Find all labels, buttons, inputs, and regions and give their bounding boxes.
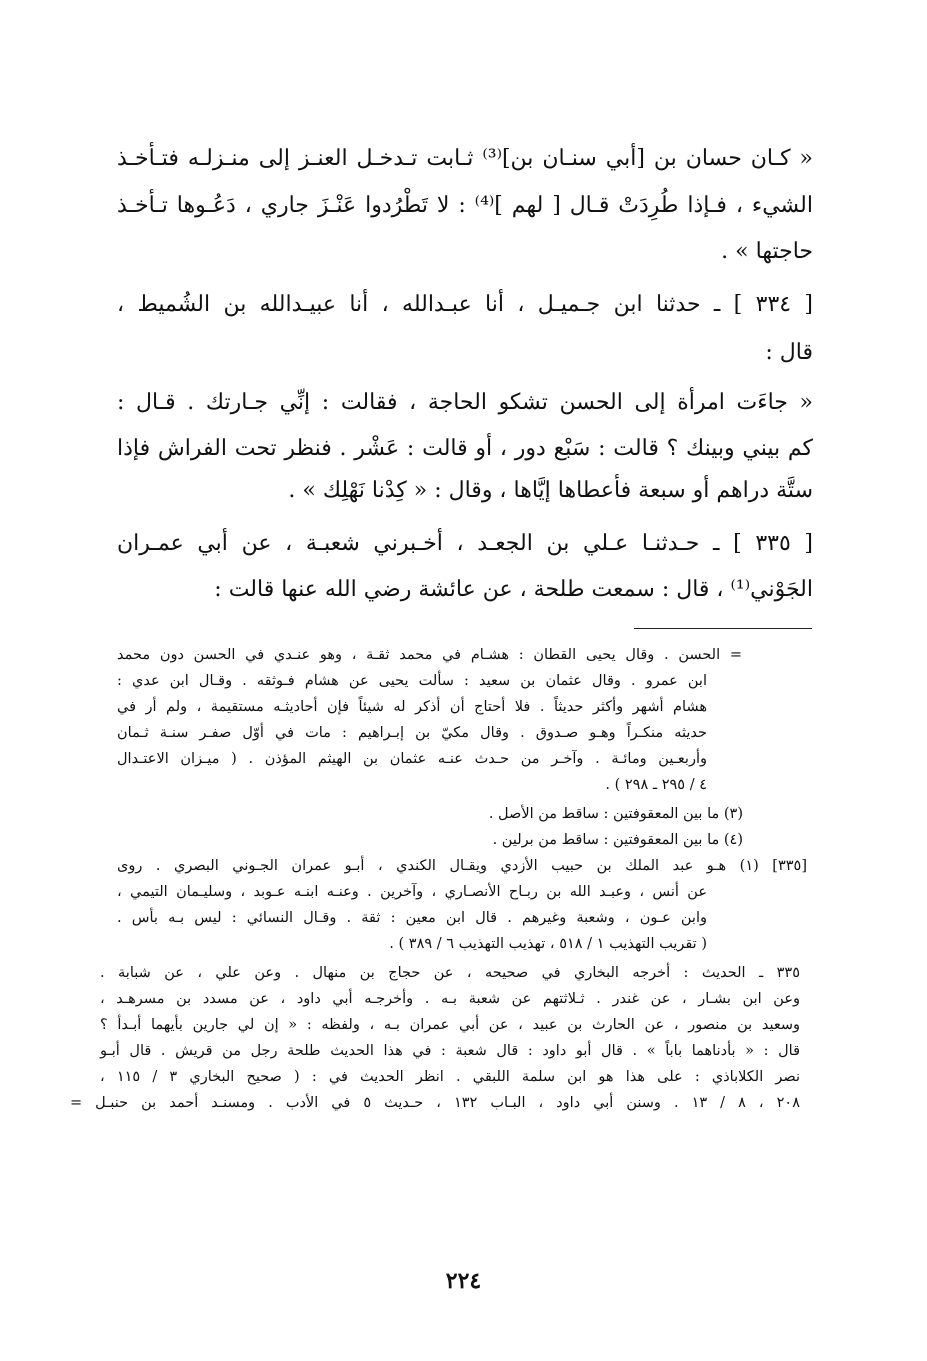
footnote-line: = الحسن . وقال يحيى القطان : هشـام في محمد ثقـة ، وهو عنـدي في الحسن دون محمد bbox=[117, 647, 742, 663]
main-text-line: [ ٣٣٥ ] ـ حـدثنـا عـلي بن الجعـد ، أخـبرني شعبـة ، عن أبي عمـران bbox=[117, 531, 813, 556]
footnote-line: وابن عـون ، وشعبة وغيرهم . قال ابن معين : ثقة . وقـال النسائي : ليس بـه بأس . bbox=[117, 910, 707, 926]
main-text-line: [ ٣٣٤ ] ـ حدثنا ابن جـميـل ، أنا عبـدالله ، أنا عبيـدالله بن الشُميط ، bbox=[117, 292, 814, 317]
main-text-line: قال : bbox=[765, 340, 813, 365]
footnote-line: ( تقريب التهذيب ١ / ٥١٨ ، تهذيب التهذيب ٦ / ٣٨٩ ) . bbox=[389, 936, 707, 952]
footnote-line: قال : « بأدناهما باباً » . قال أبو داود : قال شعبة : في هذا الحديث طلحة رجل من قريش . قال أبـو bbox=[100, 1043, 800, 1059]
footnote-line: (٣) ما بين المعقوفتين : ساقط من الأصل . bbox=[488, 806, 743, 822]
footnote-line: هشام أشهر وأكثر حديثاً . فلا أحتاج أن أذكر له شيئاً فإن أحاديثـه مستقيمة ، ولم أر في bbox=[117, 699, 707, 715]
main-text-line: « جاءَت امرأة إلى الحسن تشكو الحاجة ، فقالت : إنِّي جـارتك . قـال : bbox=[117, 390, 813, 415]
footnote-line: عن أنس ، وعبـد الله بن ربـاح الأنصـاري ، وآخرين . وعنـه ابنـه عـوبد ، وسليـمان التيمي ، bbox=[117, 884, 707, 900]
footnote-line: ابن عمرو . وقال عثمان بن سعيد : سألت يحيى عن هشام فـوثقه . وقـال ابن عدي : bbox=[117, 673, 707, 689]
main-text-line: كم بيني وبينك ؟ قالت : سَبْع دور ، أو قالت : عَشْر . فنظر تحت الفراش فإذا bbox=[117, 436, 813, 461]
footnote-line: ٢٠٨ ، ٨ / ١٣ . وسنن أبي داود ، البـاب ١٣٢ ، حـديث ٥ في الأدب . ومسنـد أحمد بن حنبـل = bbox=[70, 1095, 800, 1111]
main-text-line: « كـان حسان بن [أبي سنـان بن]⁽³⁾ ثـابت تـدخـل العنـز إلى منـزلـه فتـأخـذ bbox=[117, 146, 813, 171]
footnote-line: وعن ابن بشـار ، عن غندر . ثـلاثتهم عن شعبة بـه . وأخرجـه أبي داود ، عن مسدد بن مسرهـد ، bbox=[100, 991, 800, 1007]
footnote-line: وسعيد بن منصور ، عن الحارث بن عبيد ، عن أبي عمران بـه ، ولفظه : « إن لي جارين بأيهما أبـدأ ؟ bbox=[100, 1017, 800, 1033]
main-text-line: الشيء ، فـإذا طُرِدَتْ قـال [ لهم ]⁽⁴⁾ : لا تَطْرُدوا عَنْـزَ جاري ، دَعُـوها تـأخـذ bbox=[117, 193, 813, 218]
footnote-separator bbox=[634, 628, 812, 629]
footnote-line: حديثه منكـراً وهـو صـدوق . وقال مكيّ بن إبـراهيم : مات في أوّل صفـر سنـة ثـمان bbox=[117, 725, 707, 741]
main-text-line: حاجتها » . bbox=[721, 239, 813, 264]
footnote-line: ٣٣٥ ـ الحديث : أخرجه البخاري في صحيحه ، عن حجاج بن منهال . وعن علي ، عن شبابة . bbox=[100, 965, 800, 981]
footnote-line: وأربعـين ومائـة . وآخـر من حـدث عنـه عثمان بن الهيثم المؤذن . ( ميـزان الاعتـدال bbox=[117, 751, 707, 767]
main-text-line: ستَّة دراهم أو سبعة فأعطاها إيَّاها ، وقال : « كِدْنا نَهْلِك » . bbox=[288, 478, 813, 503]
main-text-line: الجَوْني⁽¹⁾ ، قال : سمعت طلحة ، عن عائشة رضي الله عنها قالت : bbox=[214, 577, 813, 602]
footnote-line: (٤) ما بين المعقوفتين : ساقط من برلين . bbox=[492, 832, 743, 848]
footnote-line: [٣٣٥] (١) هـو عبد الملك بن حبيب الأزدي ويقـال الكندي ، أبـو عمران الجـوني البصري . روى bbox=[117, 858, 807, 874]
page-number: ٢٢٤ bbox=[445, 1268, 482, 1294]
footnote-line: نصر الكلاباذي : على هذا هو ابن سلمة اللبقي . انظر الحديث في : ( صحيح البخاري ٣ / ١١٥ ، bbox=[100, 1069, 801, 1085]
footnote-line: ٤ / ٢٩٥ ـ ٢٩٨ ) . bbox=[605, 777, 707, 793]
